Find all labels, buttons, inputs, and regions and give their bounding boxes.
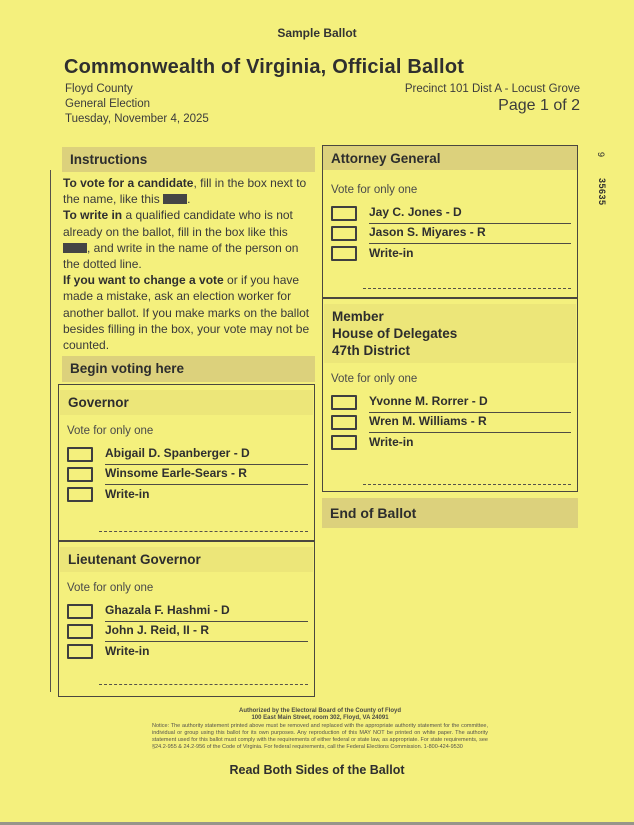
ballot-checkbox[interactable] bbox=[67, 487, 93, 502]
ballot-checkbox[interactable] bbox=[67, 644, 93, 659]
instructions-p2-text: a qualified candidate who is not already on the ballot, fill in the box like this bbox=[63, 208, 293, 239]
instructions-p1-bold: To vote for a candidate bbox=[63, 176, 194, 190]
ballot-checkbox[interactable] bbox=[67, 447, 93, 462]
end-of-ballot-header: End of Ballot bbox=[322, 498, 578, 528]
ballot-checkbox[interactable] bbox=[67, 624, 93, 639]
write-in-label: Write-in bbox=[105, 487, 150, 501]
ballot-checkbox[interactable] bbox=[331, 226, 357, 241]
candidate-row bbox=[323, 204, 577, 224]
authorized-by-line: Authorized by the Electoral Board of the County of Floyd bbox=[238, 708, 401, 714]
contest-title-line: 47th District bbox=[332, 343, 411, 358]
contest-title bbox=[60, 390, 313, 415]
instructions-p2-end: , and write in the name of the person on the dotted line. bbox=[63, 240, 299, 272]
write-in-label: Write-in bbox=[369, 246, 414, 260]
instructions-p3-text: or if you have made a mistake, ask an election worker for another ballot. If you make marks on the ballot besides filling in the box, your vote may not be counted. bbox=[63, 273, 310, 353]
filled-box-example-icon bbox=[163, 194, 187, 204]
contest-title-line: Attorney General bbox=[331, 151, 441, 166]
vote-instruction: Vote for only one bbox=[331, 184, 418, 196]
write-in-label: Write-in bbox=[369, 435, 414, 449]
candidate-row bbox=[59, 465, 314, 485]
instructions-p1-end: . bbox=[187, 192, 191, 207]
contest-title-line: House of Delegates bbox=[332, 326, 458, 341]
candidate-label: Jay C. Jones - D bbox=[369, 205, 462, 219]
election-date-label: Tuesday, November 4, 2025 bbox=[65, 113, 209, 125]
ballot-checkbox[interactable] bbox=[67, 604, 93, 619]
vote-instruction: Vote for only one bbox=[331, 373, 418, 385]
column-divider-line bbox=[50, 170, 51, 692]
ballot-checkbox[interactable] bbox=[331, 246, 357, 261]
read-both-sides-label: Read Both Sides of the Ballot bbox=[229, 763, 405, 777]
write-in-line[interactable] bbox=[99, 531, 308, 532]
write-in-line[interactable] bbox=[363, 484, 571, 485]
contest-title-line: Governor bbox=[68, 395, 129, 410]
authorization-block bbox=[152, 708, 488, 751]
contest-title bbox=[324, 304, 576, 363]
instructions-header: Instructions bbox=[62, 147, 315, 172]
contest-lieutenant-governor bbox=[58, 541, 315, 697]
write-in-row bbox=[323, 433, 577, 453]
ballot-checkbox[interactable] bbox=[331, 395, 357, 410]
contest-title-line: Member bbox=[332, 309, 384, 324]
side-number-bottom: 35635 bbox=[597, 178, 607, 206]
contest-title-line: Lieutenant Governor bbox=[68, 552, 201, 567]
instructions-text bbox=[63, 175, 315, 353]
instructions-p1-text: , fill in the box next to the name, like this bbox=[63, 176, 307, 207]
contest-title bbox=[60, 547, 313, 572]
write-in-line[interactable] bbox=[363, 288, 571, 289]
begin-voting-header: Begin voting here bbox=[62, 356, 315, 382]
write-in-row bbox=[59, 642, 314, 662]
candidate-label: Yvonne M. Rorrer - D bbox=[369, 394, 488, 408]
candidate-row bbox=[323, 393, 577, 413]
candidate-row bbox=[59, 445, 314, 465]
contest-attorney-general bbox=[322, 145, 578, 298]
contest-governor bbox=[58, 384, 315, 541]
side-number-top: 9 bbox=[596, 152, 606, 158]
candidate-label: John J. Reid, II - R bbox=[105, 623, 210, 637]
instructions-p2-bold: To write in bbox=[63, 208, 123, 223]
candidate-label: Abigail D. Spanberger - D bbox=[105, 446, 250, 460]
authority-notice: Notice: The authority statement printed above must be removed and replaced with the appropriate authority statement for the committee, individual or group using this ballot for its own purposes. Any reproduction of this MAY NOT be printed on white paper. The authority statement used for this ballot must comply with the requirements of either federal or state law, as appropriate. For state requirements, see §24.2-955 & 24.2-956 of the Code of Virginia. For federal requirements, call the Federal Elections Commission. 1-800-424-9530 bbox=[152, 723, 488, 750]
candidate-row bbox=[323, 224, 577, 244]
authorized-address-line: 100 East Main Street, room 302, Floyd, VA 24091 bbox=[251, 715, 389, 721]
candidate-label: Winsome Earle-Sears - R bbox=[105, 466, 247, 480]
ballot-checkbox[interactable] bbox=[67, 467, 93, 482]
election-type-label: General Election bbox=[65, 98, 151, 110]
filled-box-example-icon bbox=[63, 243, 87, 253]
precinct-label: Precinct 101 Dist A - Locust Grove bbox=[404, 83, 580, 95]
candidate-row bbox=[59, 602, 314, 622]
write-in-label: Write-in bbox=[105, 644, 150, 658]
candidate-row bbox=[59, 622, 314, 642]
candidate-row bbox=[323, 413, 577, 433]
write-in-row bbox=[323, 244, 577, 264]
ballot-meta bbox=[65, 82, 209, 127]
candidate-label: Wren M. Williams - R bbox=[369, 414, 487, 428]
instructions-p3-bold: If you want to change a vote bbox=[63, 273, 224, 288]
contest-title bbox=[323, 146, 577, 170]
contest-house-of-delegates bbox=[322, 298, 578, 492]
page-indicator: Page 1 of 2 bbox=[498, 97, 580, 114]
ballot-checkbox[interactable] bbox=[331, 415, 357, 430]
vote-instruction: Vote for only one bbox=[67, 425, 154, 437]
candidate-label: Jason S. Miyares - R bbox=[369, 225, 486, 239]
county-label: Floyd County bbox=[65, 83, 133, 95]
candidate-label: Ghazala F. Hashmi - D bbox=[105, 603, 230, 617]
ballot-checkbox[interactable] bbox=[331, 435, 357, 450]
vote-instruction: Vote for only one bbox=[67, 582, 154, 594]
sample-ballot-label: Sample Ballot bbox=[277, 26, 357, 40]
ballot-title: Commonwealth of Virginia, Official Ballot bbox=[64, 56, 465, 78]
write-in-row bbox=[59, 485, 314, 505]
write-in-line[interactable] bbox=[99, 684, 308, 685]
ballot-checkbox[interactable] bbox=[331, 206, 357, 221]
